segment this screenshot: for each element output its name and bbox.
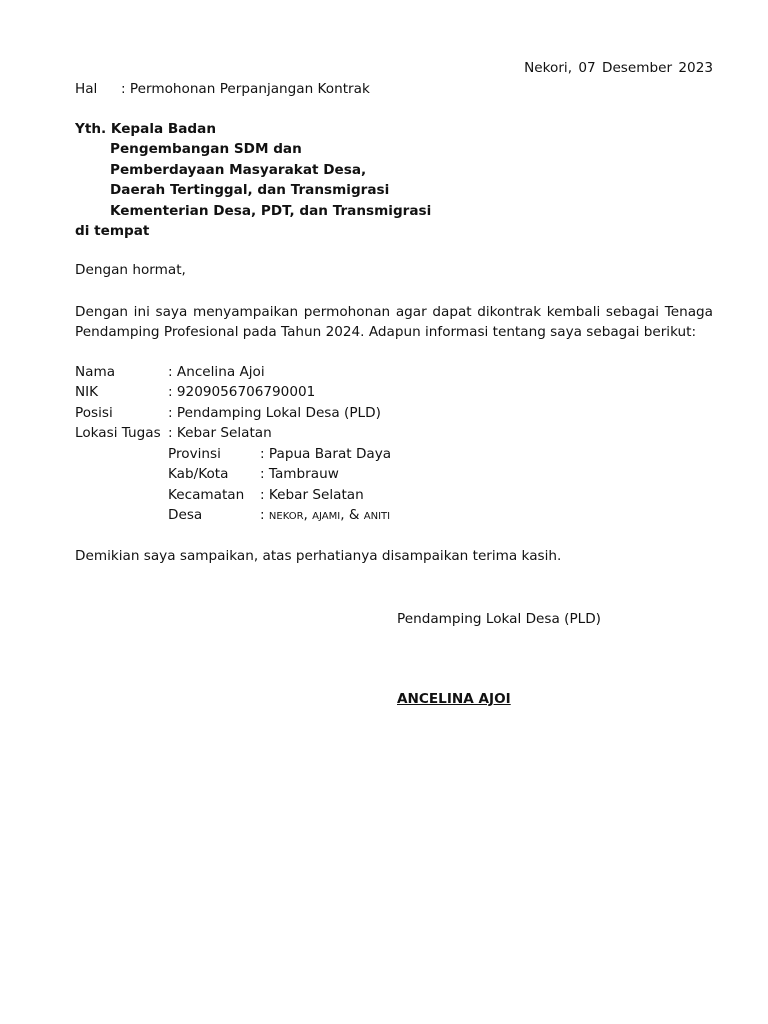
info-label: Provinsi (168, 446, 221, 462)
info-value-prefix: : (260, 507, 269, 523)
greeting: Dengan hormat, (75, 262, 186, 278)
addressee-line-6: di tempat (75, 223, 150, 240)
info-row-kecamatan (168, 485, 364, 505)
info-row-provinsi (168, 444, 391, 464)
addressee-line-4: Daerah Tertinggal, dan Transmigrasi (110, 182, 390, 199)
info-label: Kecamatan (168, 487, 245, 503)
info-value: : Kebar Selatan (260, 487, 364, 503)
info-row-nama (75, 362, 265, 382)
subject-value: : Permohonan Perpanjangan Kontrak (121, 81, 370, 97)
info-row-lokasi (75, 423, 272, 443)
place-date: Nekori, 07 Desember 2023 (524, 60, 713, 76)
closing-text: Demikian saya sampaikan, atas perhatianya disampaikan terima kasih. (75, 548, 562, 564)
info-row-desa (168, 505, 390, 525)
addressee-line-2: Pengembangan SDM dan (110, 141, 302, 158)
info-label: Posisi (75, 405, 113, 421)
info-value: : Kebar Selatan (168, 425, 272, 441)
info-value: : Ancelina Ajoi (168, 364, 265, 380)
info-label: Desa (168, 507, 203, 523)
info-value: : Papua Barat Daya (260, 446, 392, 462)
signature-name: ANCELINA AJOI (397, 691, 511, 707)
info-value: nekor, ajami, & aniti (268, 507, 391, 523)
info-value: : Pendamping Lokal Desa (PLD) (168, 405, 381, 421)
info-label: NIK (75, 384, 99, 400)
info-row-kabkota (168, 464, 339, 484)
info-value: : 9209056706790001 (168, 384, 316, 400)
addressee-line-5: Kementerian Desa, PDT, dan Transmigrasi (110, 202, 432, 219)
signature-role: Pendamping Lokal Desa (PLD) (397, 611, 601, 627)
subject-label: Hal (75, 81, 98, 97)
info-label: Nama (75, 364, 116, 380)
body-paragraph: Dengan ini saya menyampaikan permohonan agar dapat dikontrak kembali sebagai Tenaga Pendamping Profesional pada Tahun 2024. Adapun informasi tentang saya sebagai berikut: (75, 304, 713, 341)
addressee-line-3: Pemberdayaan Masyarakat Desa, (110, 161, 367, 178)
info-value: : Tambrauw (260, 466, 339, 482)
info-label: Kab/Kota (168, 466, 229, 482)
info-label: Lokasi Tugas (75, 425, 161, 441)
addressee-line-1: Yth. Kepala Badan (75, 121, 217, 137)
info-row-nik (75, 382, 315, 402)
addressee-block (75, 119, 431, 241)
info-row-posisi (75, 403, 381, 423)
